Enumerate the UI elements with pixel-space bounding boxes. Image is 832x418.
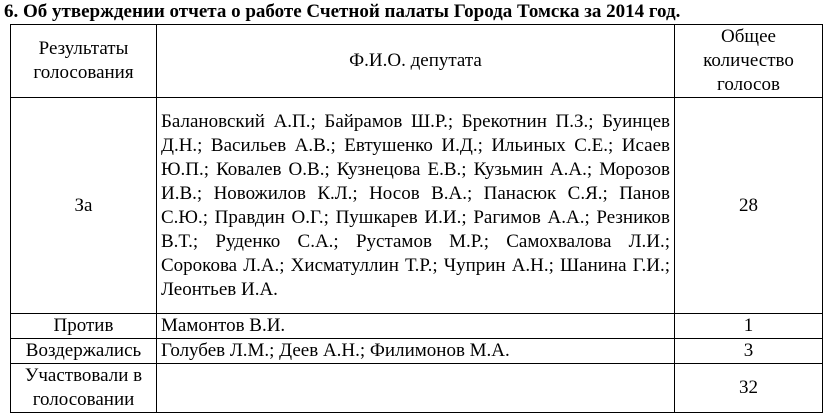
- table-row-abstained: [11, 339, 823, 364]
- table-row-for: [11, 98, 823, 314]
- row-names: [157, 364, 675, 413]
- row-names: Голубев Л.М.; Деев А.Н.; Филимонов М.А.: [157, 339, 675, 364]
- row-total: 28: [675, 98, 823, 314]
- row-result: Воздержались: [11, 339, 157, 364]
- table-row-against: [11, 314, 823, 339]
- header-result: Результаты голосования: [11, 25, 157, 98]
- row-result: Против: [11, 314, 157, 339]
- section-heading: 6. Об утверждении отчета о работе Счетной палаты Города Томска за 2014 год.: [4, 1, 681, 22]
- row-total: 1: [675, 314, 823, 339]
- voting-results-table: [10, 24, 823, 413]
- header-names: Ф.И.О. депутата: [157, 25, 675, 98]
- row-names: Мамонтов В.И.: [157, 314, 675, 339]
- header-total: Общее количество голосов: [675, 25, 823, 98]
- row-total: 32: [675, 364, 823, 413]
- row-result: За: [11, 98, 157, 314]
- table-header-row: [11, 25, 823, 98]
- row-result: Участвовали в голосовании: [11, 364, 157, 413]
- table-row-participated: [11, 364, 823, 413]
- row-names: Балановский А.П.; Байрамов Ш.Р.; Брекотнин П.З.; Буинцев Д.Н.; Васильев А.В.; Евтушенко И.Д.; Ильиных С.Е.; Исаев Ю.П.; Ковалев О.В.; Кузнецова Е.В.; Кузьмин А.А.; Морозов И.В.; Новожилов К.Л.; Носов В.А.; Панасюк С.Я.; Панов С.Ю.; Правдин О.Г.; Пушкарев И.И.; Рагимов А.А.; Резников В.Т.; Руденко С.А.; Рустамов М.Р.; Самохвалова Л.И.; Сорокова Л.А.; Хисматуллин Т.Р.; Чуприн А.Н.; Шанина Г.И.; Леонтьев И.А.: [157, 98, 675, 314]
- row-total: 3: [675, 339, 823, 364]
